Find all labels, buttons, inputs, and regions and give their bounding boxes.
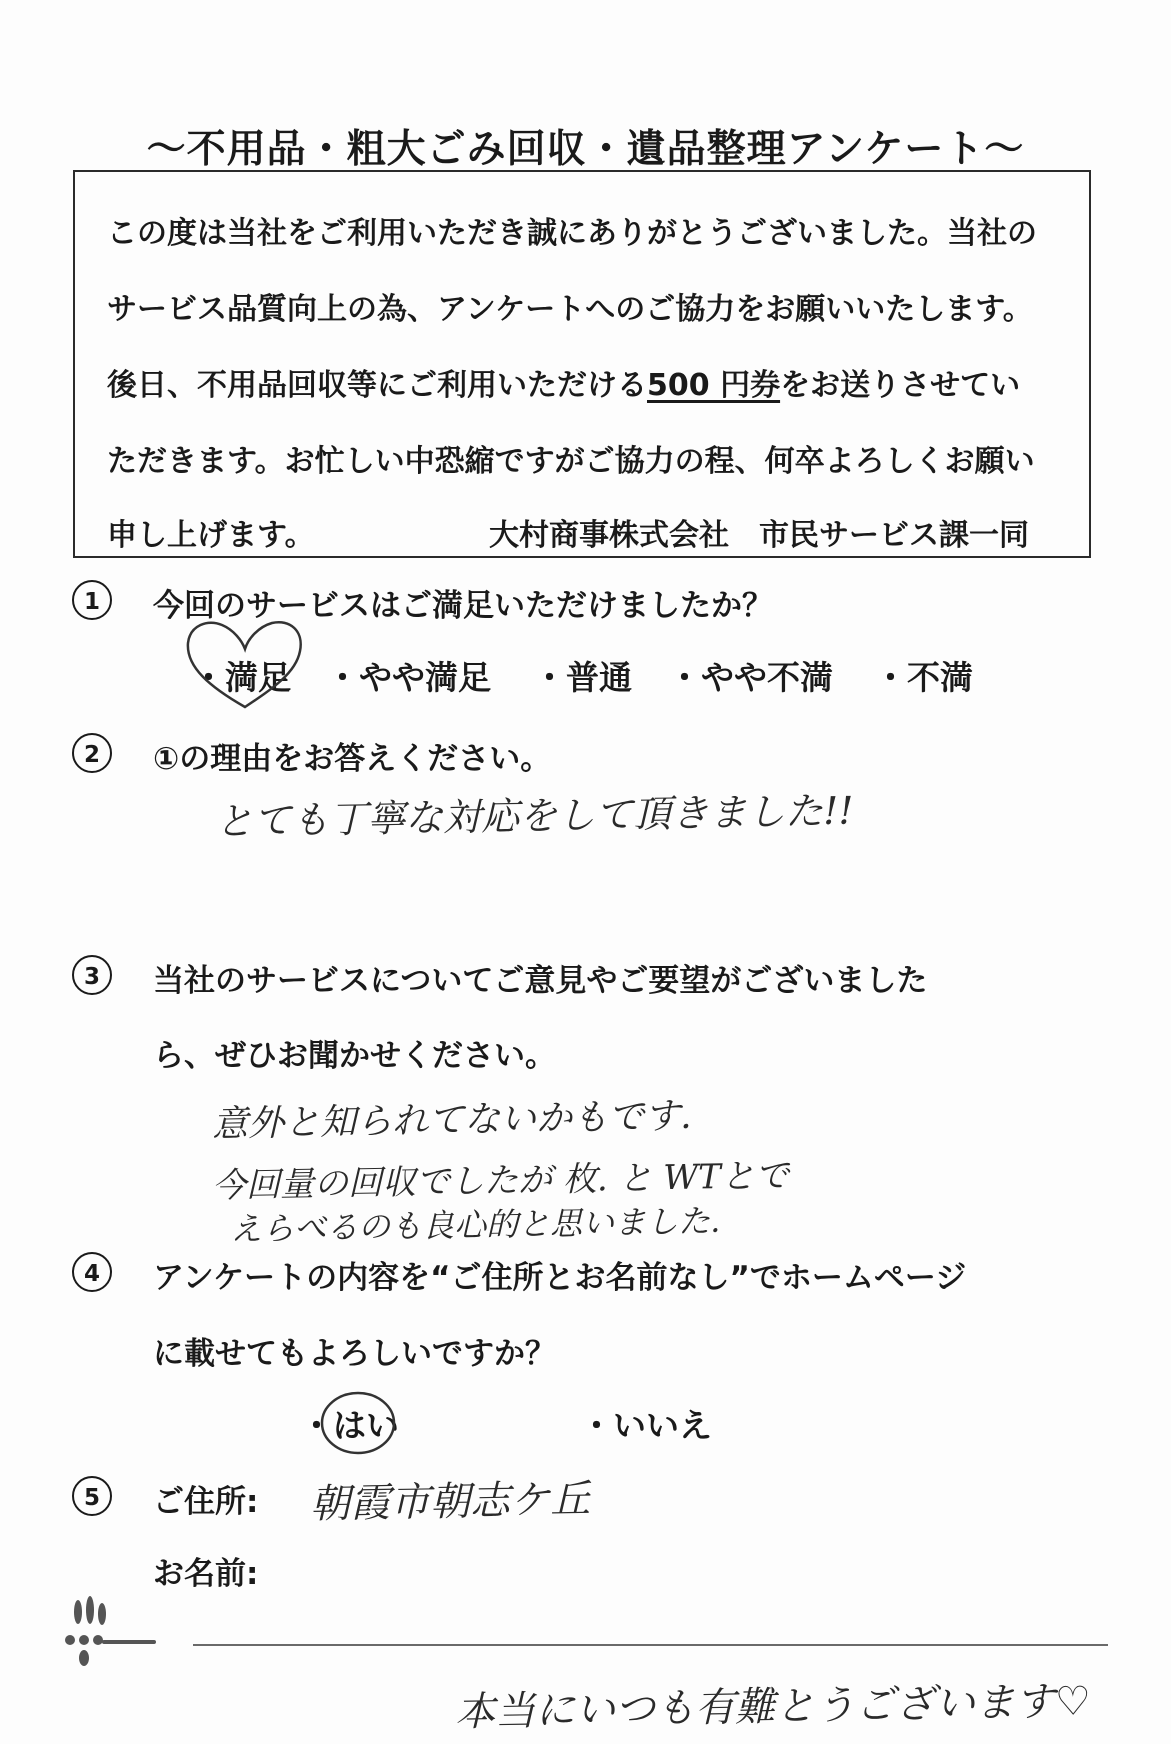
question-4-text-line-1: アンケートの内容を“ご住所とお名前なし”でホームページ xyxy=(153,1260,967,1296)
q3-handwritten-answer-line-1: 意外と知られてないかもです. xyxy=(211,1095,692,1146)
q4-option-no[interactable]: ・いいえ xyxy=(580,1406,712,1445)
question-2-number: 2 xyxy=(72,733,112,773)
question-1-number: 1 xyxy=(72,580,112,620)
voucher-amount: 500 円券 xyxy=(647,368,781,403)
q1-option-somewhat-satisfied[interactable]: ・やや満足 xyxy=(326,658,491,697)
heart-selection-icon xyxy=(180,615,310,715)
question-1-text: 今回のサービスはご満足いただけましたか？ xyxy=(153,588,773,624)
intro-line-3-post: をお送りさせてい xyxy=(780,368,1021,403)
question-2-text: ①の理由をお答えください。 xyxy=(153,741,552,777)
question-4-number: 4 xyxy=(72,1252,112,1292)
intro-line-3-pre: 後日、不用品回収等にご利用いただける xyxy=(107,368,647,403)
circle-selection-icon xyxy=(318,1388,398,1458)
q1-option-dissatisfied[interactable]: ・不満 xyxy=(874,658,973,697)
question-3-text-line-2: ら、ぜひお聞かせください。 xyxy=(153,1038,556,1074)
footer-handwritten-note: 本当にいつも有難とうございます♡ xyxy=(454,1678,1092,1736)
question-4-text-line-2: に載せてもよろしいですか？ xyxy=(153,1336,556,1372)
q4-option-yes[interactable]: ・はい xyxy=(300,1406,399,1445)
flower-decoration-icon xyxy=(58,1590,158,1670)
intro-line-3 xyxy=(107,360,1020,404)
q3-handwritten-answer-line-3: えらべるのも良心的と思いました. xyxy=(229,1201,721,1249)
q1-option-neutral[interactable]: ・普通 xyxy=(533,658,632,697)
q3-handwritten-answer-line-2: 今回量の回収でしたが 枚. と WTとで xyxy=(211,1155,790,1207)
intro-line-5: 申し上げます。 xyxy=(107,518,315,553)
intro-line-2: サービス品質向上の為、アンケートへのご協力をお願いいたします。 xyxy=(107,292,1033,327)
q2-handwritten-answer: とても丁寧な対応をして頂きました!! xyxy=(214,788,854,844)
q1-option-somewhat-dissatisfied[interactable]: ・やや不満 xyxy=(668,658,833,697)
intro-line-1: この度は当社をご利用いただき誠にありがとうございました。当社の xyxy=(107,216,1037,251)
name-label: お名前: xyxy=(153,1556,259,1592)
name-underline xyxy=(193,1644,1108,1646)
address-value: 朝霞市朝志ケ丘 xyxy=(309,1476,591,1528)
survey-title: ～不用品・粗大ごみ回収・遺品整理アンケート～ xyxy=(146,127,1025,172)
question-3-number: 3 xyxy=(72,955,112,995)
question-5-number: 5 xyxy=(72,1476,112,1516)
question-3-text-line-1: 当社のサービスについてご意見やご要望がございました xyxy=(153,963,928,999)
q1-option-satisfied[interactable]: ・満足 xyxy=(192,658,291,697)
address-label: ご住所: xyxy=(153,1484,259,1520)
intro-box xyxy=(73,170,1091,558)
signature: 大村商事株式会社 市民サービス課一同 xyxy=(489,518,1029,553)
intro-line-4: ただきます。お忙しい中恐縮ですがご協力の程、何卒よろしくお願い xyxy=(107,444,1035,479)
